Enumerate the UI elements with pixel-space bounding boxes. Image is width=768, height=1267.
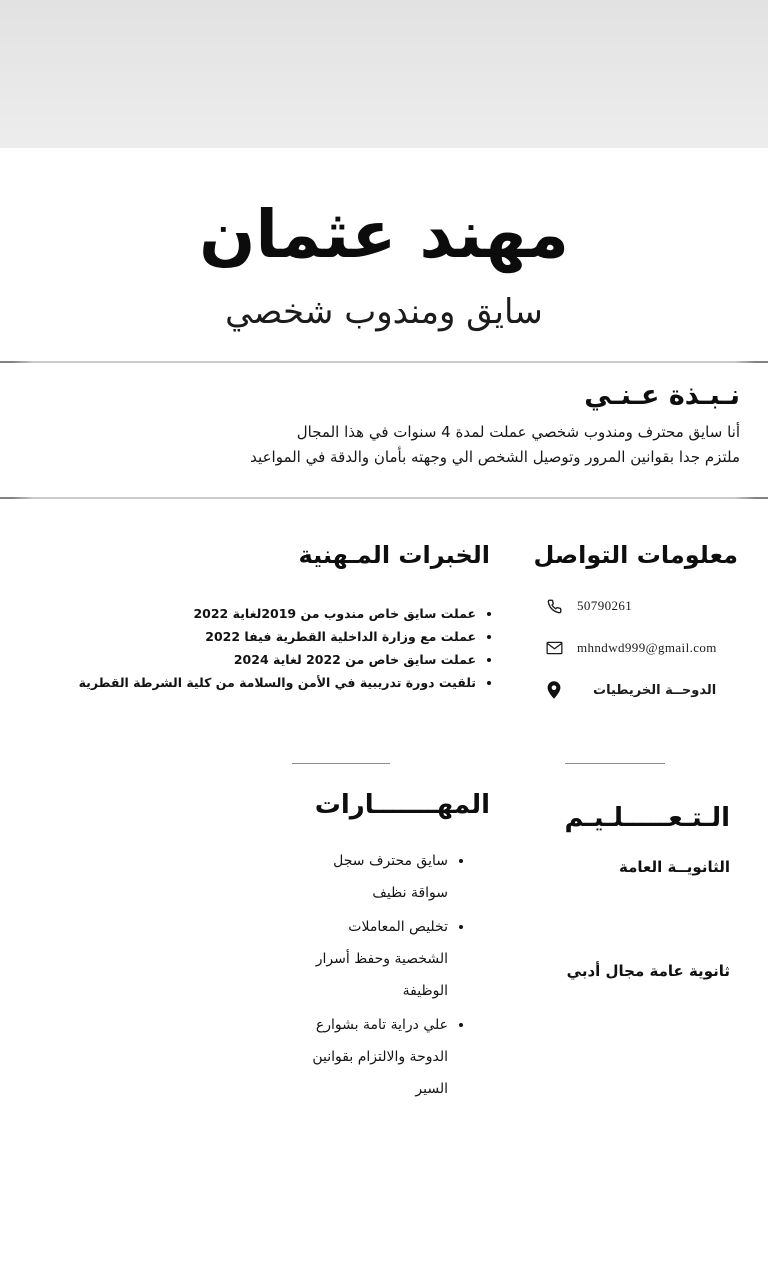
experience-list [70, 604, 490, 696]
divider-middle [0, 497, 768, 499]
candidate-name: مهند عثمان [199, 196, 569, 273]
experience-item: • عملت سايق خاص من 2022 لغاية 2024 [70, 650, 476, 670]
skill-item: • سايق محترف سجل سواقة نظيف [294, 845, 448, 909]
skills-list [294, 845, 464, 1107]
experience-item: • عملت مع وزارة الداخلية القطرية فيفا 2022 [70, 627, 476, 647]
contact-row-email [545, 638, 745, 658]
about-text [180, 420, 740, 470]
location-pin-icon [545, 681, 563, 699]
email-address: mhndwd999@gmail.com [577, 640, 717, 655]
divider-education [565, 763, 665, 764]
education-item: ثانوية عامة مجال أدبي [566, 962, 730, 980]
contact-row-location [545, 680, 745, 700]
about-heading: نـبـذة عـنـي [584, 380, 740, 411]
envelope-icon [545, 639, 563, 657]
experience-heading: الخبرات المـهنية [298, 541, 490, 569]
phone-number: 50790261 [577, 598, 633, 613]
candidate-job-title: سايق ومندوب شخصي [225, 292, 543, 332]
divider-top [0, 361, 768, 363]
about-line: أنا سايق محترف ومندوب شخصي عملت لمدة 4 سنوات في هذا المجال [296, 423, 740, 441]
experience-item: • تلقيت دورة تدريبية في الأمن والسلامة من كلية الشرطة القطرية [70, 673, 476, 693]
about-line: ملتزم جدا بقوانين المرور وتوصيل الشخص الي وجهته بأمان والدقة في المواعيد [250, 448, 740, 466]
divider-skills [292, 763, 390, 764]
contact-row-phone [545, 596, 745, 616]
education-item: الثانويــة العامة [618, 858, 730, 876]
top-photo-band [0, 0, 768, 148]
location-text: الدوحــة الخريطيات [593, 682, 717, 698]
experience-item: • عملت سايق خاص مندوب من 2019لغاية 2022 [70, 604, 476, 624]
skills-heading: المهـــــــارات [314, 790, 490, 820]
contact-list [545, 596, 745, 722]
skill-item: • تخليص المعاملات الشخصية وحفظ أسرار الوظيفة [294, 911, 448, 1007]
skill-item: • علي دراية تامة بشوارع الدوحة والالتزام بقوانين السير [294, 1009, 448, 1105]
phone-icon [545, 597, 563, 615]
contact-heading: معلومات التواصل [533, 541, 738, 569]
education-heading: الـتـعـــــلـيـم [564, 803, 730, 833]
